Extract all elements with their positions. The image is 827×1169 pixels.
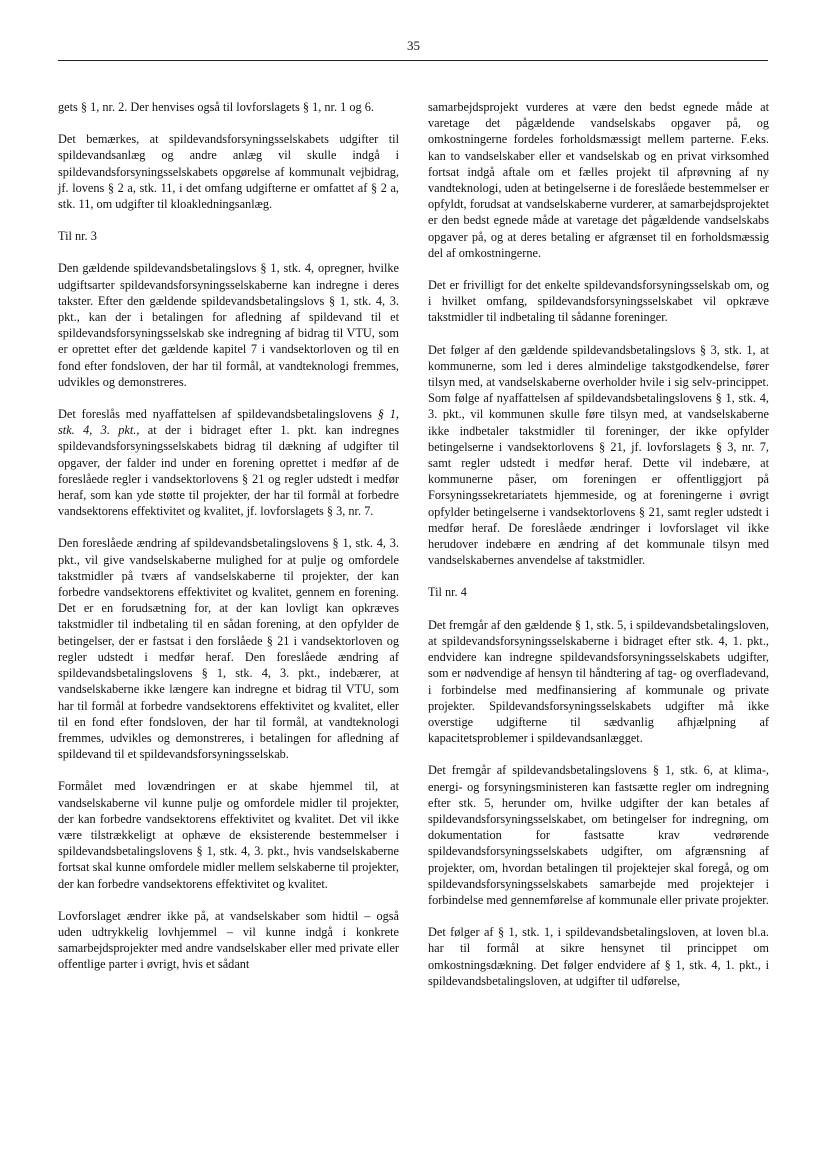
paragraph: Det bemærkes, at spildevandsforsyningsselskabets udgifter til spildevandsanlæg og andre anlæg vil skulle indgå i spildevandsforsyningsselskabets opgørelse af kommunalt vejbidrag, jf. lovens § 2 a, stk. 11, i det omfang udgifterne er omfattet af § 2 a, stk. 11, om udgifter til kloakledningsanlæg.	[58, 132, 399, 212]
paragraph: Den gældende spildevandsbetalingslovs § 1, stk. 4, opregner, hvilke udgiftsarter spildevandsforsyningsselskaberne kan indregne i deres takster. Efter den gældende spildevandsbetalingslovs § 1, stk. 4, 3. pkt., kan der i betalingen for afledning af spildevand til et spildevandsforsyningsselskab ske indregning af bidrag til VTU, som er oprettet efter det gældende kapitel 7 i vandsektorloven og til en fond efter fondsloven, der har til formål, at vandteknologi fremmes, udvikles og demonstreres.	[58, 261, 399, 389]
paragraph: Det fremgår af spildevandsbetalingslovens § 1, stk. 6, at klima-, energi- og forsyningsministeren kan fastsætte regler om indregning efter stk. 5, herunder om, hvilke udgifter der kan betales af spildevandsforsyningsselskabet, om betingelser for indregning, om dokumentation for fastsatte krav vedrørende spildevandsforsyningsselskabets udgifter, om afgrænsning af projekter, om, hvordan betalingen til projektejer skal foregå, og om spildevandsforsyningsselskabets samarbejde med projektejer i forbindelse med gennemførelse af kommunale eller private projekter.	[428, 763, 769, 907]
section-heading: Til nr. 3	[58, 229, 97, 244]
paragraph-text: at der i bidraget efter 1. pkt. kan indregnes spildevandsforsyningsselskabets bidrag til dækning af udgifter til opgaver, der falder ind under en forening oprettet i medfør af de foreslåede regler i vandsektorlovens § 21 og regler udstedt i medfør heraf, som kan yde støtte til projekter, der har til formål at forbedre vandsektorens effektivitet og kvalitet, jf. lovforslagets § 3, nr. 7.	[58, 423, 399, 519]
left-column	[58, 99, 399, 989]
paragraph: Det fremgår af den gældende § 1, stk. 5, i spildevandsbetalingsloven, at spildevandsforsyningsselskaberne i bidraget efter stk. 4, 1. pkt., endvidere kan indregne spildevandsforsyningsselskabets udgifter, som er nødvendige af hensyn til håndtering af tag- og overfladevand, i forbindelse med medfinansiering af kommunale og private projekter. Spildevandsforsyningsselskabets udgifter må ikke overstige udgifterne til sædvanlig afhjælpning af kapacitetsproblemer i spildevandsanlægget.	[428, 617, 769, 746]
paragraph	[58, 406, 399, 519]
paragraph: Den foreslåede ændring af spildevandsbetalingslovens § 1, stk. 4, 3. pkt., vil give vandselskaberne mulighed for at pulje og omfordele takstmidler på tværs af vandselskaberne til projekter, der kan forbedre vandsektorens effektivitet og kvalitet, gennem en forening. Det er en forudsætning for, at der kan lovligt kan opkræves takstmidler til indbetaling til en sådan forening, at den opfylder de betingelser, der er fastsat i den forslåede § 21 i vandsektorloven og regler udstedt i medfør heraf. Den foreslåede ændring af spildevandsbetalingslovens § 1, stk. 4, 3. pkt., indebærer, at vandselskaberne ikke længere kan indregne et bidrag til VTU, som har til formål at forbedre vandsektorens effektivitet og kvalitet, eller til en fond efter fondsloven, der har til formål, at vandteknologi fremmes, udvikles og demonstreres, i betalingen for afledning af spildevand til et spildevandsforsyningsselskab.	[58, 536, 399, 762]
paragraph-text: Det foreslås med nyaffattelsen af spildevandsbetalingslovens	[58, 407, 378, 422]
paragraph: Lovforslaget ændrer ikke på, at vandselskaber som hidtil – også uden udtrykkelig lovhjemmel – vil kunne indgå i konkrete samarbejdsprojekter med andre vandselskaber eller med private eller offentlige parter i øvrigt, hvis et sådant	[58, 908, 399, 972]
right-column	[428, 99, 769, 1005]
paragraph: samarbejdsprojekt vurderes at være den bedst egnede måde at varetage det pågældende vandselskabs opgaver på, og omkostningerne fordeles forholdsmæssigt mellem parterne. F.eks. kan to vandselskaber eller et vandselskab og en privat virksomhed fortsat indgå aftale om et fælles projekt til afprøvning af ny vandteknologi, uden at betingelserne i de foreslåede bestemmelser er opfyldt, forudsat at vandselskaberne vurderer, at samarbejdsprojektet er den bedst egnede måde at varetage det pågældende vandselskabs opgaver på, og at deres betaling er afgrænset til en forholdsmæssig del af omkostningerne.	[428, 100, 769, 260]
paragraph: Det følger af § 1, stk. 1, i spildevandsbetalingsloven, at loven bl.a. har til formål at sikre hensynet til princippet om omkostningsdækning. Det følger endvidere af § 1, stk. 4, 1. pkt., i spildevandsbetalingsloven, at udgifter til udførelse,	[428, 925, 769, 988]
paragraph: Det er frivilligt for det enkelte spildevandsforsyningsselskab om, og i hvilket omfang, spildevandsforsyningsselskabet vil opkræve takstmidler til indbetaling til sådanne foreninger.	[428, 278, 769, 325]
italic-reference: § 1, stk. 4, 3. pkt.,	[58, 407, 399, 438]
paragraph: Formålet med lovændringen er at skabe hjemmel til, at vandselskaberne vil kunne pulje og omfordele midler til projekter, der kan forbedre vandsektorens effektivitet og kvalitet. Det vil ikke være tilstrækkeligt at ophæve de eksisterende bestemmelser i spildevandsbetalingslovens § 1, stk. 4, 3. pkt., hvis vandselskaberne fortsat skal kunne omfordele midler mellem selskaberne til projekter, der kan forbedre vandsektorens effektivitet og kvalitet.	[58, 779, 399, 891]
section-heading: Til nr. 4	[428, 585, 467, 600]
paragraph: Det følger af den gældende spildevandsbetalingslovs § 3, stk. 1, at kommunerne, som led i deres almindelige takstgodkendelse, fører tilsyn med, at vandselskaberne overholder hvile i sig selv-princippet. Som følge af nyaffattelsen af spildevandsbetalingslovens § 1, stk. 4, 3. pkt., vil kommunen skulle føre tilsyn med, at vandselskaberne ikke indbetaler takstmidler til foreninger, der ikke opfylder betingelserne i vandsektorlovens § 21, jf. lovforslagets § 3, nr. 7, samt regler udstedt i medfør heraf. Dette vil indebære, at kommunerne påser, om foreningen er offentliggjort på Forsyningssekretariatets hjemmeside, og at foreningerne i øvrigt opfylder betingelserne i vandsektorlovens § 21, samt regler udstedt i medfør heraf. De foreslåede ændringer i lovforslaget vil ikke herudover indebære en ændring af det kommunale tilsyn med vandselskabernes anvendelse af takstmidler.	[428, 342, 769, 568]
paragraph: gets § 1, nr. 2. Der henvises også til lovforslagets § 1, nr. 1 og 6.	[58, 100, 374, 114]
page-number: 35	[407, 38, 420, 53]
header-rule	[58, 60, 768, 61]
